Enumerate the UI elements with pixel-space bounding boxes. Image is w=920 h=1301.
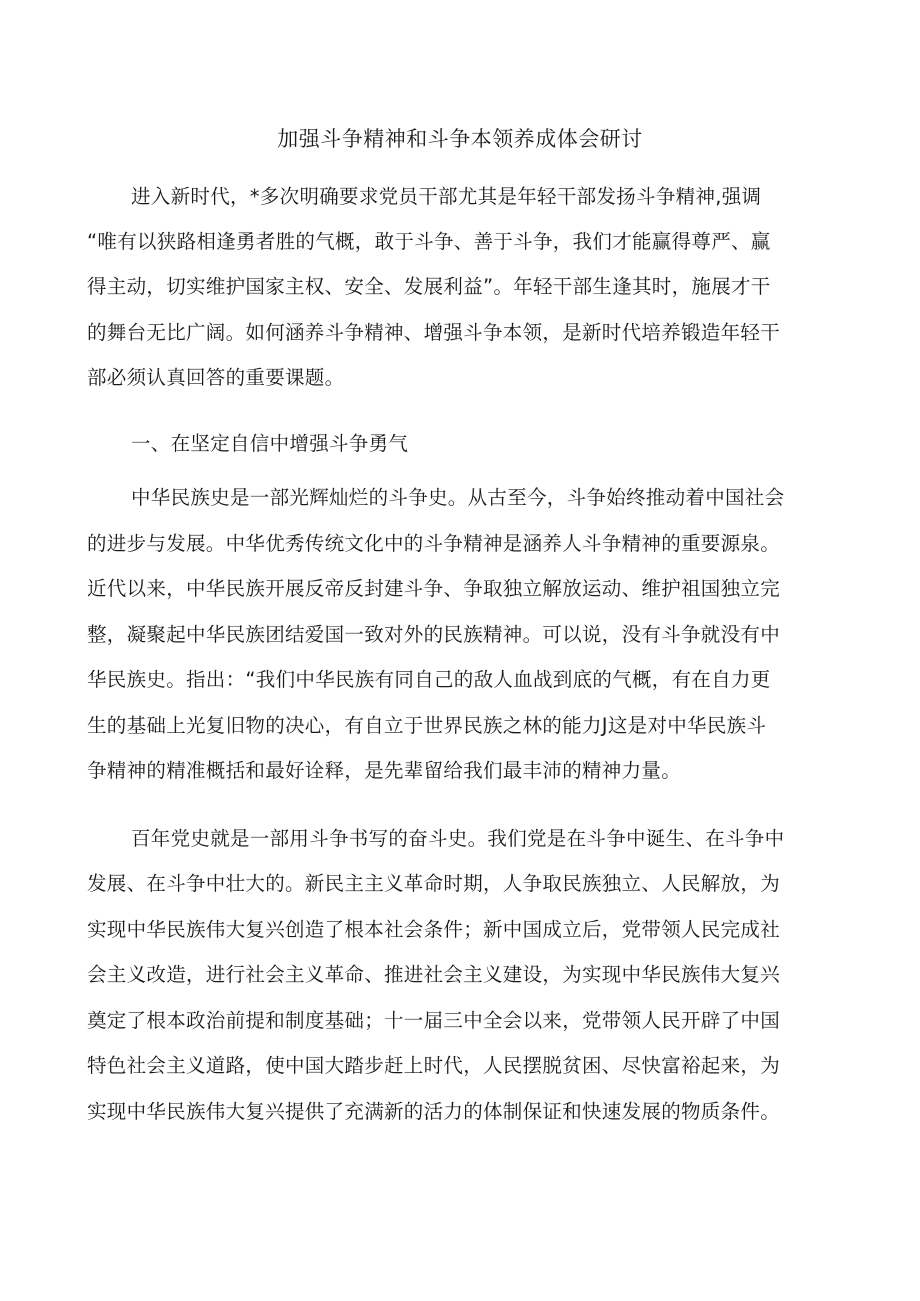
section-heading: 一、在坚定自信中增强斗争勇气 xyxy=(131,432,409,455)
document-title: 加强斗争精神和斗争本领养成体会研讨 xyxy=(277,127,643,151)
paragraph-line: 中华民族史是一部光辉灿烂的斗争史。从古至今，斗争始终推动着中国社会 xyxy=(131,486,785,509)
paragraph-line: 近代以来，中华民族开展反帝反封建斗争、争取独立解放运动、维护祖国独立完 xyxy=(87,577,781,600)
paragraph-line: 实现中华民族伟大复兴提供了充满新的活力的体制保证和快速发展的物质条件。 xyxy=(87,1100,781,1123)
paragraph-line: 发展、在斗争中壮大的。新民主主义革命时期，人争取民族独立、人民解放，为 xyxy=(87,872,781,895)
paragraph-line: 奠定了根本政治前提和制度基础；十一届三中全会以来，党带领人民开辟了中国 xyxy=(87,1009,781,1032)
paragraph-line: “唯有以狭路相逢勇者胜的气概，敢于斗争、善于斗争，我们才能赢得尊严、赢 xyxy=(87,230,771,253)
paragraph-line: 进入新时代，*多次明确要求党员干部尤其是年轻干部发扬斗争精神,强调 xyxy=(131,185,762,208)
paragraph-line: 特色社会主义道路，使中国大踏步赶上时代，人民摆脱贫困、尽快富裕起来，为 xyxy=(87,1054,781,1077)
paragraph-line: 的进步与发展。中华优秀传统文化中的斗争精神是涵养人斗争精神的重要源泉。 xyxy=(87,532,781,555)
paragraph-line: 百年党史就是一部用斗争书写的奋斗史。我们党是在斗争中诞生、在斗争中 xyxy=(131,827,785,850)
paragraph-line: 会主义改造，进行社会主义革命、推进社会主义建设，为实现中华民族伟大复兴 xyxy=(87,963,781,986)
paragraph-line: 整，凝聚起中华民族团结爱国一致对外的民族精神。可以说，没有斗争就没有中 xyxy=(87,623,781,646)
paragraph-line: 华民族史。指出：“我们中华民族有同自己的敌人血战到底的气概，有在自力更 xyxy=(87,668,771,691)
paragraph-line: 实现中华民族伟大复兴创造了根本社会条件；新中国成立后，党带领人民完成社 xyxy=(87,918,781,941)
paragraph-line: 得主动，切实维护国家主权、安全、发展利益”。年轻干部生逢其时，施展才干 xyxy=(87,275,771,298)
paragraph-line: 争精神的精准概括和最好诠释，是先辈留给我们最丰沛的精神力量。 xyxy=(87,759,682,782)
paragraph-line: 部必须认真回答的重要课题。 xyxy=(87,366,345,389)
paragraph-line: 生的基础上光复旧物的决心，有自立于世界民族之林的能力J这是对中华民族斗 xyxy=(87,714,767,737)
paragraph-line: 的舞台无比广阔。如何涵养斗争精神、增强斗争本领，是新时代培养锻造年轻干 xyxy=(87,321,781,344)
